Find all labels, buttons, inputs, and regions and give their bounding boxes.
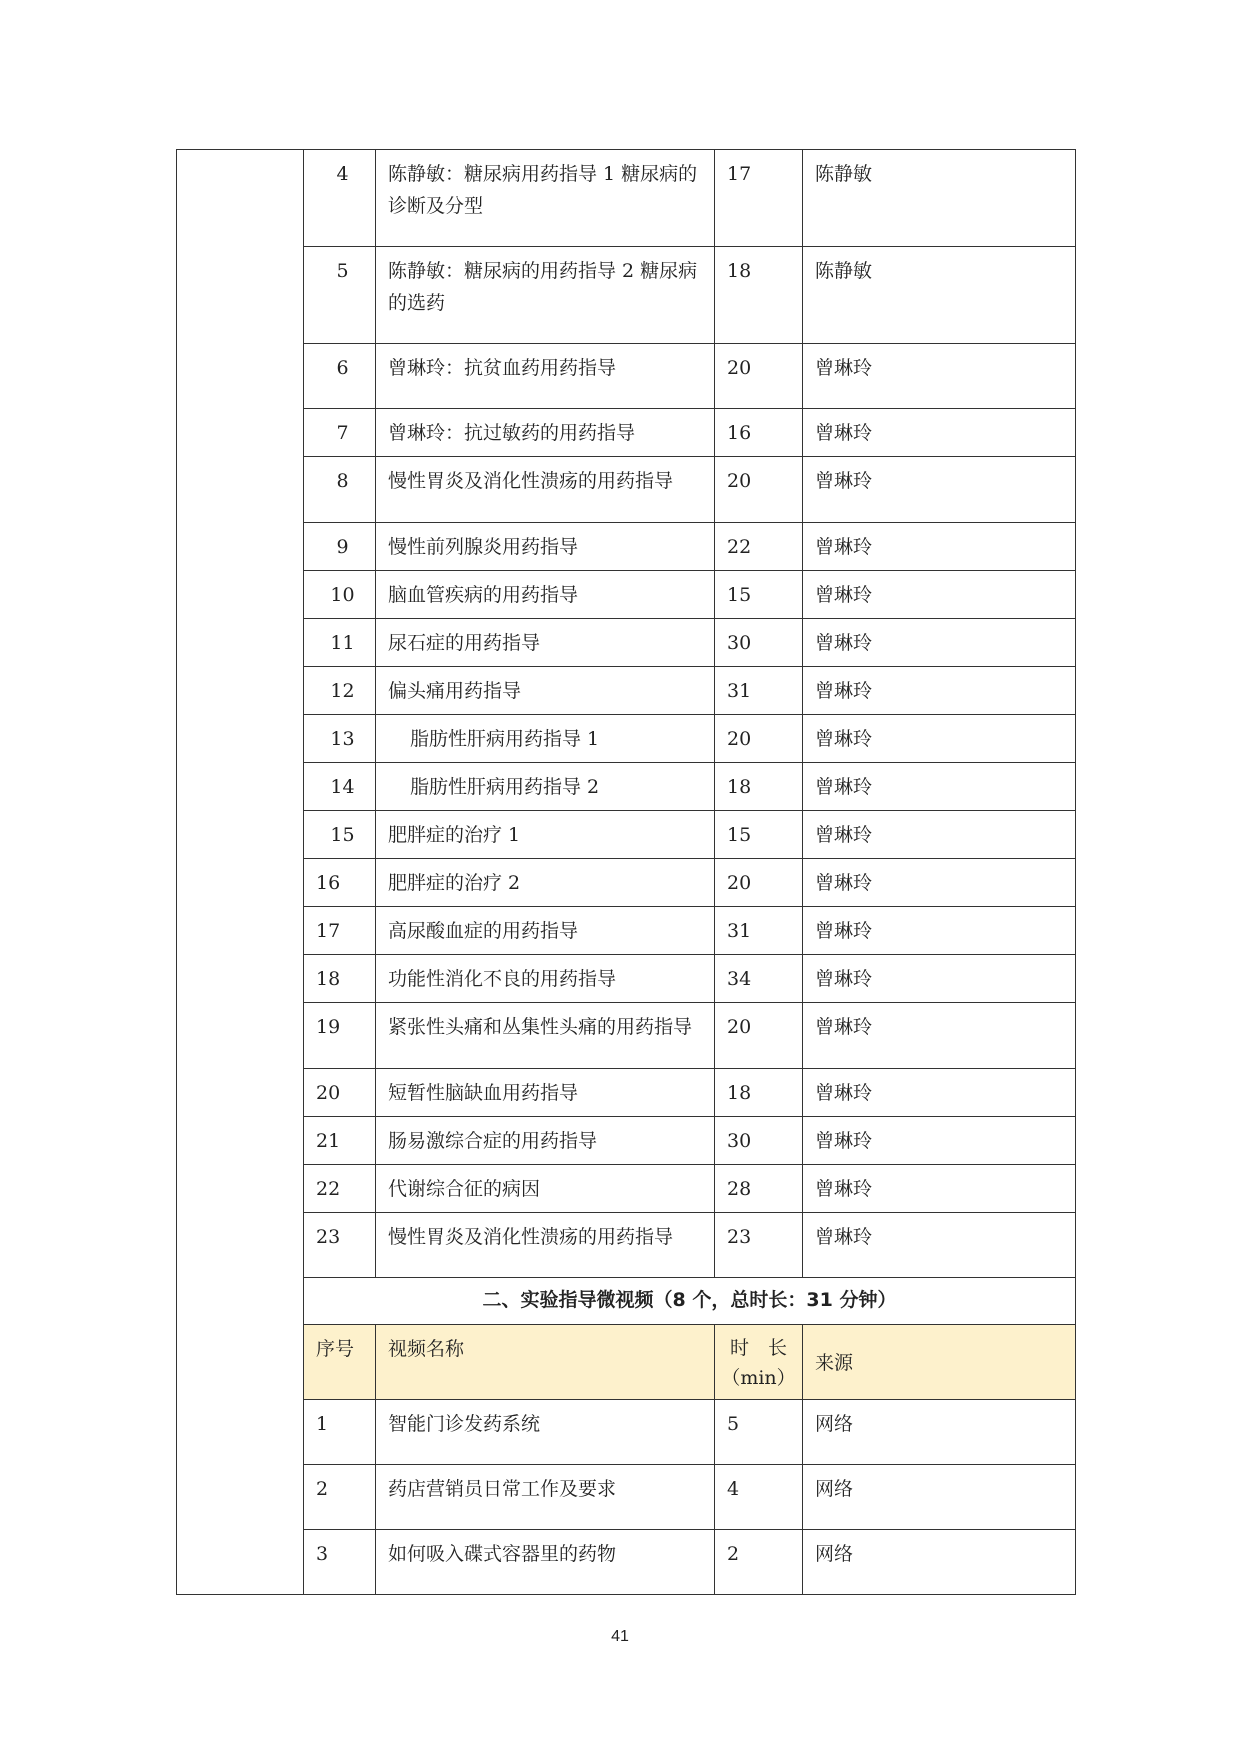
video-source: 网络 <box>803 1400 1076 1465</box>
header-duration-line2: （min） <box>721 1367 796 1389</box>
row-number: 13 <box>304 715 376 763</box>
header-no: 序号 <box>304 1325 376 1400</box>
video-source: 曾琳玲 <box>803 457 1076 523</box>
video-duration: 16 <box>715 409 803 457</box>
row-number: 7 <box>304 409 376 457</box>
video-source: 网络 <box>803 1465 1076 1530</box>
header-name: 视频名称 <box>376 1325 715 1400</box>
table-row <box>177 1165 1076 1213</box>
video-duration: 30 <box>715 619 803 667</box>
video-source: 曾琳玲 <box>803 1165 1076 1213</box>
video-duration: 20 <box>715 1003 803 1069</box>
video-source: 网络 <box>803 1530 1076 1595</box>
table-row <box>177 1530 1076 1595</box>
video-duration: 17 <box>715 150 803 247</box>
video-title: 肠易激综合症的用药指导 <box>376 1117 715 1165</box>
row-number: 6 <box>304 344 376 409</box>
video-title: 慢性胃炎及消化性溃疡的用药指导 <box>376 1213 715 1278</box>
row-number: 11 <box>304 619 376 667</box>
table-row <box>177 150 1076 247</box>
video-title: 脂肪性肝病用药指导 1 <box>376 715 715 763</box>
table-row <box>177 1400 1076 1465</box>
row-number: 2 <box>304 1465 376 1530</box>
section-title: 二、实验指导微视频（8 个，总时长：31 分钟） <box>304 1278 1076 1325</box>
category-column <box>177 150 304 1595</box>
table-row <box>177 344 1076 409</box>
row-number: 16 <box>304 859 376 907</box>
video-duration: 20 <box>715 859 803 907</box>
row-number: 9 <box>304 523 376 571</box>
video-duration: 31 <box>715 667 803 715</box>
video-title: 紧张性头痛和丛集性头痛的用药指导 <box>376 1003 715 1069</box>
table-row <box>177 667 1076 715</box>
video-source: 曾琳玲 <box>803 1003 1076 1069</box>
video-duration: 18 <box>715 247 803 344</box>
video-source: 曾琳玲 <box>803 619 1076 667</box>
video-duration: 34 <box>715 955 803 1003</box>
table-row <box>177 619 1076 667</box>
video-title: 尿石症的用药指导 <box>376 619 715 667</box>
video-source: 陈静敏 <box>803 150 1076 247</box>
header-source: 来源 <box>803 1325 1076 1400</box>
video-source: 曾琳玲 <box>803 571 1076 619</box>
page-number: 41 <box>611 1628 629 1645</box>
row-number: 23 <box>304 1213 376 1278</box>
course-video-table <box>176 149 1076 1595</box>
row-number: 12 <box>304 667 376 715</box>
table-row <box>177 1465 1076 1530</box>
video-title: 智能门诊发药系统 <box>376 1400 715 1465</box>
video-duration: 31 <box>715 907 803 955</box>
video-duration: 23 <box>715 1213 803 1278</box>
video-source: 曾琳玲 <box>803 1069 1076 1117</box>
video-source: 曾琳玲 <box>803 763 1076 811</box>
table-header-row <box>177 1325 1076 1400</box>
video-duration: 5 <box>715 1400 803 1465</box>
video-source: 曾琳玲 <box>803 1117 1076 1165</box>
row-number: 10 <box>304 571 376 619</box>
table-row <box>177 1117 1076 1165</box>
video-duration: 20 <box>715 344 803 409</box>
video-title: 如何吸入碟式容器里的药物 <box>376 1530 715 1595</box>
table-row <box>177 715 1076 763</box>
video-duration: 4 <box>715 1465 803 1530</box>
video-duration: 22 <box>715 523 803 571</box>
video-source: 曾琳玲 <box>803 715 1076 763</box>
table-row <box>177 1213 1076 1278</box>
video-source: 曾琳玲 <box>803 811 1076 859</box>
video-title: 脂肪性肝病用药指导 2 <box>376 763 715 811</box>
table-row <box>177 859 1076 907</box>
table-row <box>177 763 1076 811</box>
video-source: 曾琳玲 <box>803 955 1076 1003</box>
video-duration: 18 <box>715 1069 803 1117</box>
video-title: 功能性消化不良的用药指导 <box>376 955 715 1003</box>
video-source: 曾琳玲 <box>803 523 1076 571</box>
video-title: 陈静敏：糖尿病用药指导 1 糖尿病的诊断及分型 <box>376 150 715 247</box>
video-duration: 28 <box>715 1165 803 1213</box>
video-title: 曾琳玲：抗贫血药用药指导 <box>376 344 715 409</box>
video-title: 慢性前列腺炎用药指导 <box>376 523 715 571</box>
table-row <box>177 907 1076 955</box>
row-number: 20 <box>304 1069 376 1117</box>
row-number: 21 <box>304 1117 376 1165</box>
table-row <box>177 571 1076 619</box>
row-number: 18 <box>304 955 376 1003</box>
video-source: 陈静敏 <box>803 247 1076 344</box>
video-source: 曾琳玲 <box>803 859 1076 907</box>
video-duration: 2 <box>715 1530 803 1595</box>
video-duration: 18 <box>715 763 803 811</box>
table-row <box>177 457 1076 523</box>
section-heading-row <box>177 1278 1076 1325</box>
table-row <box>177 409 1076 457</box>
row-number: 15 <box>304 811 376 859</box>
row-number: 22 <box>304 1165 376 1213</box>
table-row <box>177 1003 1076 1069</box>
video-duration: 20 <box>715 457 803 523</box>
video-duration: 15 <box>715 571 803 619</box>
video-title: 药店营销员日常工作及要求 <box>376 1465 715 1530</box>
row-number: 3 <box>304 1530 376 1595</box>
row-number: 19 <box>304 1003 376 1069</box>
row-number: 4 <box>304 150 376 247</box>
video-source: 曾琳玲 <box>803 667 1076 715</box>
row-number: 14 <box>304 763 376 811</box>
video-title: 偏头痛用药指导 <box>376 667 715 715</box>
video-title: 慢性胃炎及消化性溃疡的用药指导 <box>376 457 715 523</box>
video-title: 高尿酸血症的用药指导 <box>376 907 715 955</box>
video-title: 代谢综合征的病因 <box>376 1165 715 1213</box>
table-row <box>177 955 1076 1003</box>
video-source: 曾琳玲 <box>803 1213 1076 1278</box>
video-source: 曾琳玲 <box>803 344 1076 409</box>
table-row <box>177 811 1076 859</box>
row-number: 8 <box>304 457 376 523</box>
video-title: 曾琳玲：抗过敏药的用药指导 <box>376 409 715 457</box>
video-title: 肥胖症的治疗 2 <box>376 859 715 907</box>
row-number: 5 <box>304 247 376 344</box>
video-source: 曾琳玲 <box>803 907 1076 955</box>
video-duration: 30 <box>715 1117 803 1165</box>
row-number: 17 <box>304 907 376 955</box>
table-row <box>177 247 1076 344</box>
video-title: 肥胖症的治疗 1 <box>376 811 715 859</box>
video-title: 陈静敏：糖尿病的用药指导 2 糖尿病的选药 <box>376 247 715 344</box>
table-row <box>177 1069 1076 1117</box>
video-source: 曾琳玲 <box>803 409 1076 457</box>
video-title: 脑血管疾病的用药指导 <box>376 571 715 619</box>
video-title: 短暂性脑缺血用药指导 <box>376 1069 715 1117</box>
header-duration <box>715 1325 803 1400</box>
header-duration-line1: 时 长 <box>729 1337 787 1359</box>
video-duration: 15 <box>715 811 803 859</box>
video-duration: 20 <box>715 715 803 763</box>
table-row <box>177 523 1076 571</box>
row-number: 1 <box>304 1400 376 1465</box>
